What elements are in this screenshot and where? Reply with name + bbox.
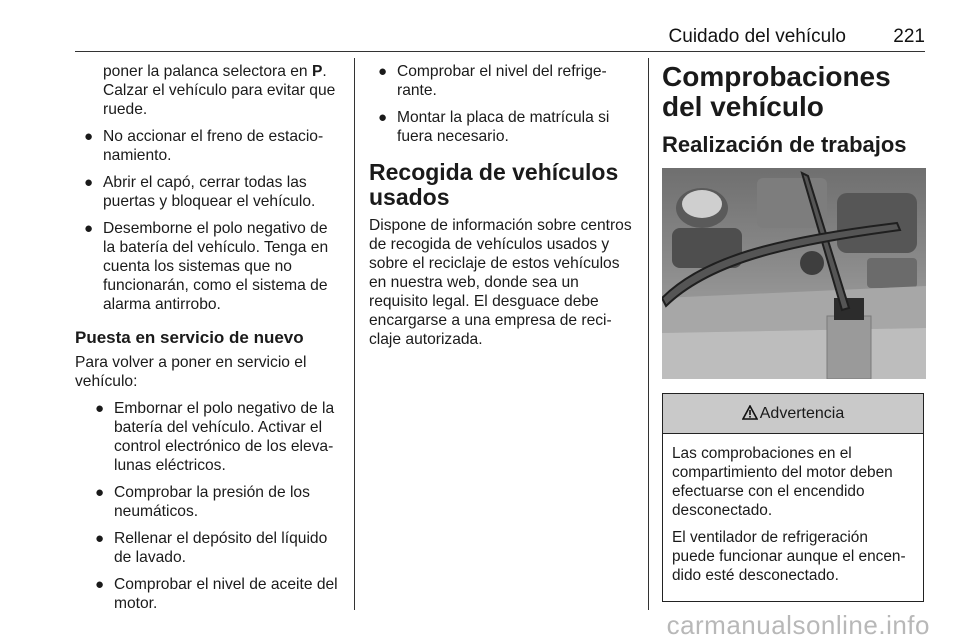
watermark: carmanualsonline.info [666,610,930,640]
bullet-icon: ● [84,174,94,191]
bullet-icon: ● [95,530,105,547]
intro-paragraph: Para volver a poner en servicio el vehículo: [75,354,307,390]
continued-prefix: poner la palanca selectora en [103,63,312,80]
list-item [86,529,340,567]
warning-box [662,393,924,602]
bullet-icon: ● [378,109,388,126]
column-2 [369,62,635,357]
list-item-text: Montar la placa de matrícula si fuera necesario. [397,109,610,145]
list-item [86,399,340,475]
warning-paragraph: El ventilador de refrigeración puede funcionar aunque el encen-dido esté desconectado. [672,529,906,584]
list-item-text: No accionar el freno de estacio-namiento. [103,128,324,164]
column-1 [75,62,340,621]
column-3 [662,62,926,602]
bullet-icon: ● [84,128,94,145]
list-item [86,575,340,613]
column-divider-2 [648,58,649,610]
bullet-icon: ● [95,400,105,417]
warning-paragraph: Las comprobaciones en el compartimiento del motor deben efectuarse con el encendido desconectado. [672,445,893,519]
list-item [86,483,340,521]
selector-position-P: P [311,63,323,80]
page-number: 221 [893,26,925,47]
bullet-icon: ● [95,576,105,593]
list-item-text: Desemborne el polo negativo de la batería del vehículo. Tenga en cuenta los sistemas que no funcionarán, como el sistema de alarma antirrobo. [103,220,329,313]
section-title: Cuidado del vehículo [668,26,846,47]
section-heading-recycling: Recogida de vehículos usados [369,159,619,210]
engine-bay-photo [662,168,926,379]
list-item [369,62,635,100]
column-divider-1 [354,58,355,610]
subheading-work: Realización de trabajos [662,132,907,157]
chapter-heading: Comprobaciones del vehículo [662,61,891,122]
list-item-text: Rellenar el depósito del líquido de lavado. [114,530,328,566]
list-item [75,127,340,165]
subheading-recommissioning: Puesta en servicio de nuevo [75,328,304,347]
list-item [75,173,340,211]
list-item-text: Abrir el capó, cerrar todas las puertas y bloquear el vehículo. [103,174,316,210]
list-item [75,219,340,314]
warning-body [663,434,923,601]
header-rule [75,51,925,52]
warning-header [663,394,923,434]
warning-title: Advertencia [759,405,845,422]
list-item-text: Comprobar el nivel del refrige-rante. [397,63,607,99]
list-item-text: Comprobar la presión de los neumáticos. [114,484,310,520]
list-item-text: Embornar el polo negativo de la batería del vehículo. Activar el control electrónico de los eleva-lunas eléctricos. [114,400,335,474]
engine-bay-illustration [662,168,926,379]
bullet-icon: ● [378,63,388,80]
continued-suffix: . Calzar el vehículo para evitar que ruede. [103,63,336,118]
bullet-icon: ● [84,220,94,237]
warning-triangle-icon [742,396,758,411]
steps-list [75,399,340,613]
continued-paragraph [75,62,340,119]
list-item [369,108,635,146]
list-item-text: Comprobar el nivel de aceite del motor. [114,576,338,612]
recycling-paragraph: Dispone de información sobre centros de recogida de vehículos usados y sobre el reciclaje de estos vehículos en nuestra web, donde sea un requisito legal. El desguace debe encargarse a una empresa de reci-claje autorizada. [369,217,632,348]
bullet-icon: ● [95,484,105,501]
